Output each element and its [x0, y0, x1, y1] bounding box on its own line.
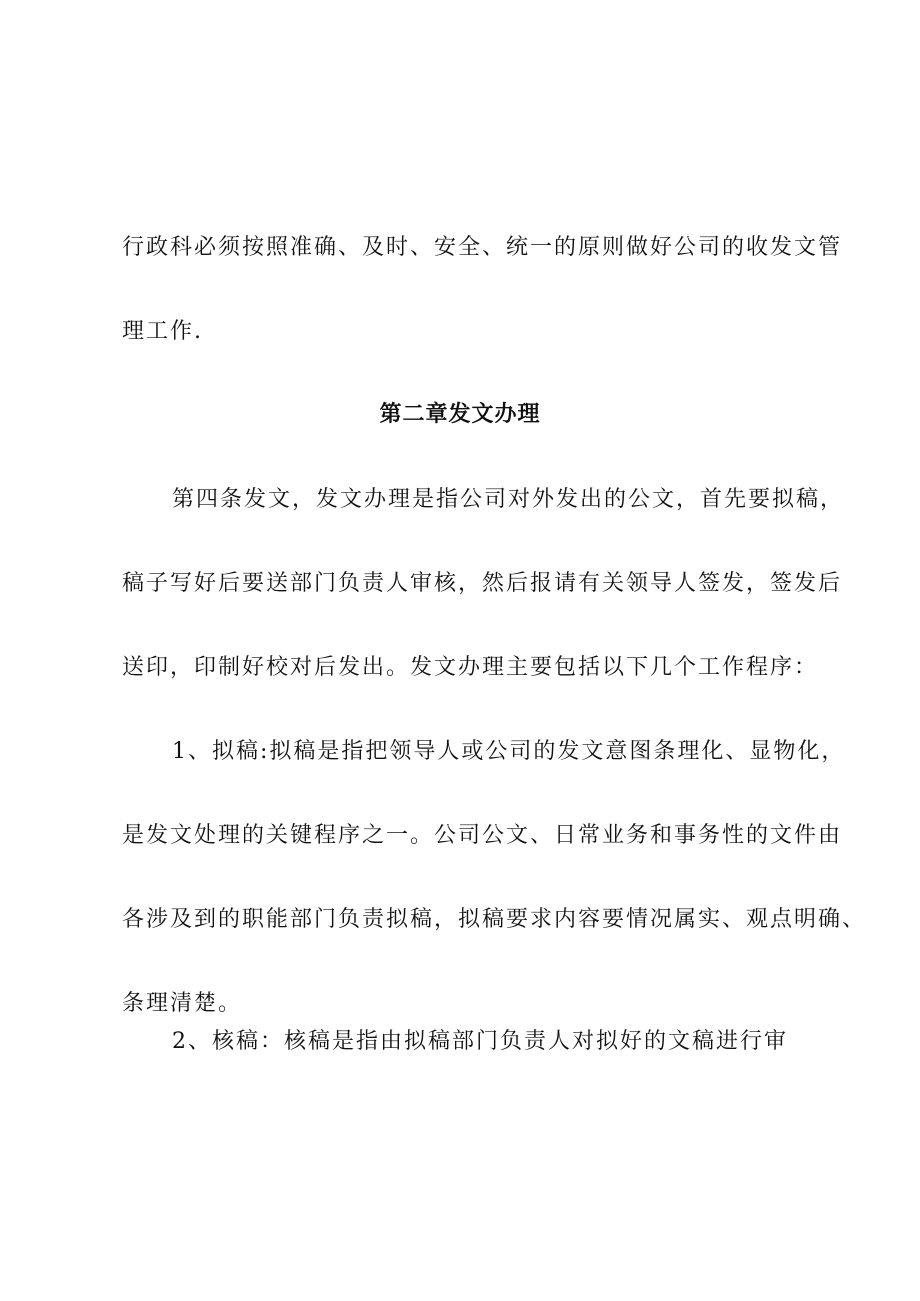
- item-1-line-1: 1、拟稿:拟稿是指把领导人或公司的发文意图条理化、显物化，: [172, 739, 846, 764]
- paragraph-2-line-2: 稿子写好后要送部门负责人审核，然后报请有关领导人签发，签发后: [122, 571, 843, 596]
- paragraph-2-line-3: 送印，印制好校对后发出。发文办理主要包括以下几个工作程序：: [122, 655, 819, 680]
- paragraph-1-line-1: 行政科必须按照准确、及时、安全、统一的原则做好公司的收发文管: [122, 235, 843, 260]
- item-2-line-1: 2、核稿：核稿是指由拟稿部门负责人对拟好的文稿进行审: [172, 1029, 788, 1054]
- paragraph-2-line-1: 第四条发文，发文办理是指公司对外发出的公文，首先要拟稿，: [172, 487, 845, 512]
- item-1-line-2: 是发文处理的关键程序之一。公司公文、日常业务和事务性的文件由: [122, 823, 843, 848]
- chapter-title: 第二章发文办理: [379, 402, 541, 427]
- item-1-line-3: 各涉及到的职能部门负责拟稿，拟稿要求内容要情况属实、观点明确、: [122, 907, 867, 932]
- item-1-line-4: 条理清楚。: [122, 991, 243, 1016]
- paragraph-1-line-2: 理工作.: [122, 319, 203, 344]
